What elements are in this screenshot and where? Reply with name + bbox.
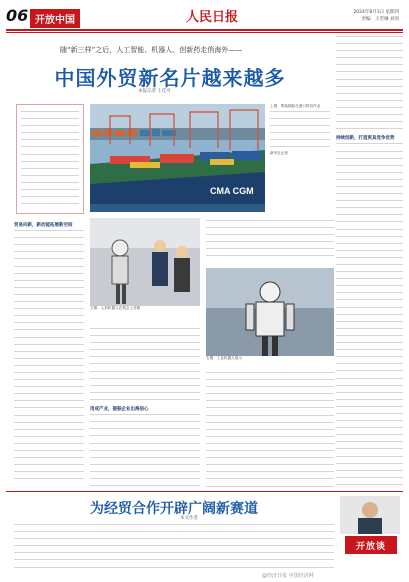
article-byline: 本报记者 王佳可 [138,89,171,94]
caption-middle [206,218,334,266]
robot-photo-right [206,268,334,356]
middle-column-a [90,326,200,488]
subhead-1: 贸易向新，新动能拓展新空间 [14,223,73,228]
issue-date: 2024年8月1日 星期四 [353,10,399,15]
header-rule [6,29,403,31]
caption-right: 右图：工业机器人展示 [206,356,242,360]
ship-name: CMA CGM [210,186,254,196]
bottom-divider [6,491,403,492]
bottom-byline: 本文作者 [180,516,198,521]
robot-photo-left [90,218,200,306]
caption-top [270,104,330,159]
watermark-text: @经济日报 中国经济网 [262,573,314,579]
photo-credit: 新华社记者 [270,151,288,156]
author-photo [340,496,400,534]
page-header [6,6,403,28]
author-photo-image [340,496,400,534]
caption-left: 左图：人形机器人在展会上亮相 [90,306,141,310]
page-number: 06 [6,6,29,25]
caption-1: 上图：集装箱船在港口停泊作业 [270,104,321,108]
section-label: 开放中国 [30,9,80,28]
middle-column-b [206,370,334,488]
newspaper-logo: 人民日报 [186,10,239,25]
right-column [336,34,403,488]
port-photo-image [90,104,265,212]
date-line [353,9,399,23]
bottom-text [14,522,334,574]
subhead-3: 用成产业，提振企业出海信心 [90,407,149,413]
editors: 责编：王若琳 刘羽 [361,17,399,22]
header-rule-thin [6,32,403,33]
column-label-stamp: 开放谈 [345,536,397,554]
robot-photo-left-image [90,218,200,306]
port-photo [90,104,265,212]
bottom-headline: 为经贸合作开辟广阔新赛道 [90,501,258,517]
left-column [14,220,84,488]
article-kicker: 随“新三样”之后，人工智能、机器人、创新药走俏海外—— [60,46,243,54]
left-column-lines [14,230,84,483]
subhead-2: 持续创新，打造更具竞争优势 [336,136,395,142]
article-headline: 中国外贸新名片越来越多 [54,66,286,90]
summary-box [16,104,84,214]
robot-photo-right-image [206,268,334,356]
